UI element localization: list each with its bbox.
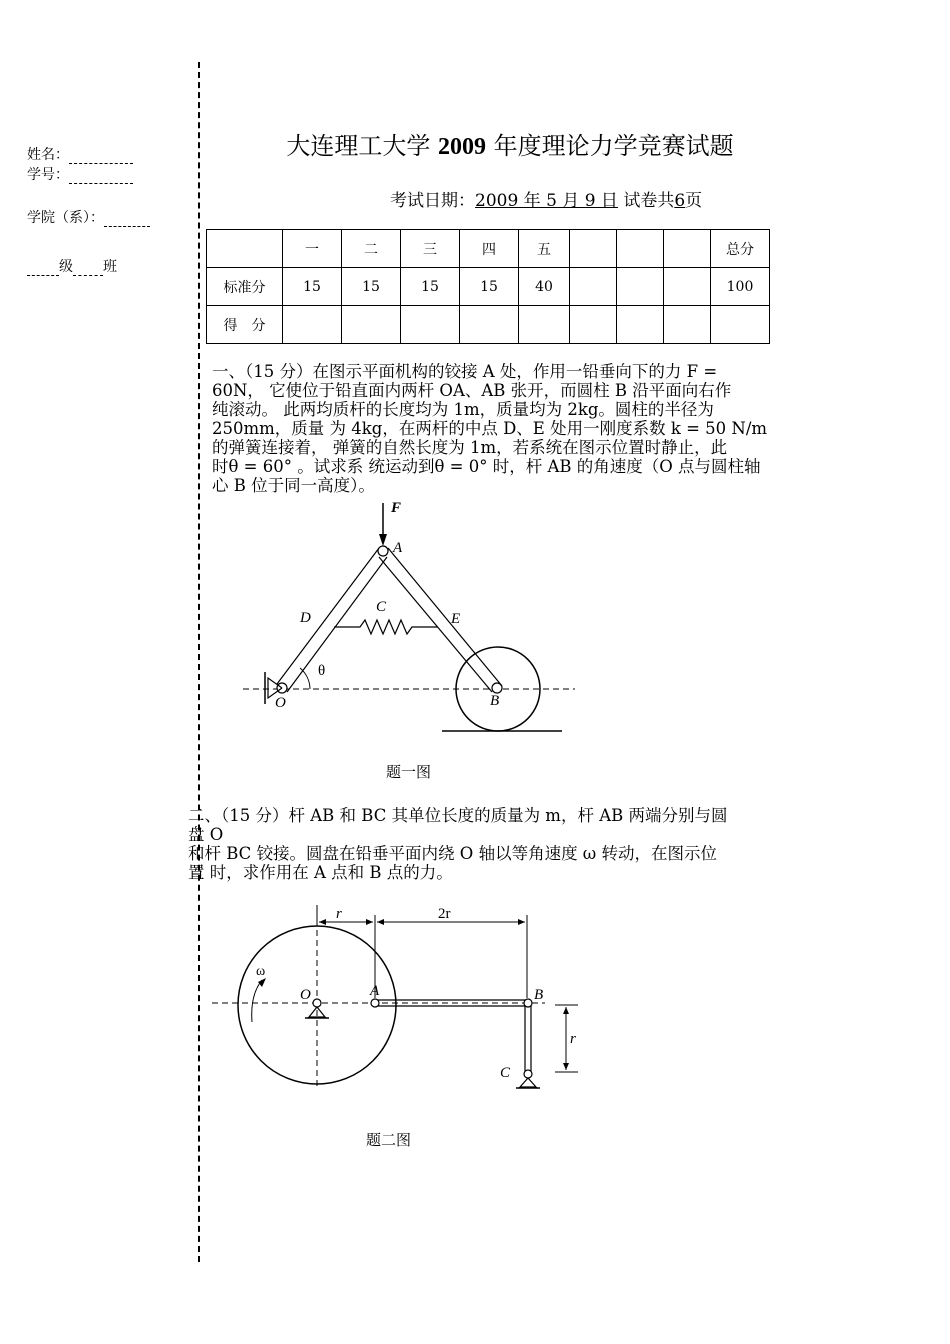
question-line: 置 时，求作用在 A 点和 B 点的力。 xyxy=(188,863,453,882)
label-F: F xyxy=(391,500,402,516)
cell: 一 xyxy=(283,230,342,268)
cell: 标准分 xyxy=(207,268,283,306)
label-C: C xyxy=(500,1065,511,1081)
student-id-label: 学号： xyxy=(27,167,69,183)
cell: 二 xyxy=(342,230,401,268)
grade-label: 级 xyxy=(59,259,73,275)
question-line: 盘 O xyxy=(188,825,224,844)
label-D: D xyxy=(300,610,311,626)
cell: 15 xyxy=(401,268,460,306)
question-line: 纯滚动。 此两均质杆的长度均为 1m，质量均为 2kg。圆柱的半径为 xyxy=(212,400,714,419)
label-A: A xyxy=(370,983,380,999)
figure-1-caption: 题一图 xyxy=(386,763,432,781)
date-value: 2009 年 5 月 9 日 xyxy=(475,191,618,211)
label-r-top: r xyxy=(336,906,342,922)
cell: 得 分 xyxy=(207,306,283,344)
label-A: A xyxy=(393,540,403,556)
cell: 15 xyxy=(283,268,342,306)
title-year: 2009 xyxy=(438,134,486,160)
pages-suffix: 页 xyxy=(685,191,703,211)
label-O: O xyxy=(300,987,311,1003)
cell: 100 xyxy=(711,268,770,306)
college-label: 学院（系）： xyxy=(27,210,104,226)
cell: 15 xyxy=(460,268,519,306)
question-line: 时θ = 60° 。试求系 统运动到θ = 0° 时，杆 AB 的角速度（O 点与圆柱轴 xyxy=(212,457,761,476)
title-university: 大连理工大学 xyxy=(286,132,431,160)
pages-label: 试卷共 xyxy=(623,191,675,211)
pages-count: 6 xyxy=(674,191,686,211)
question-line: 一、（15 分）在图示平面机构的铰接 A 处，作用一铅垂向下的力 F = xyxy=(212,362,718,381)
title-subject: 年度理论力学竞赛试题 xyxy=(493,132,734,160)
cell: 总分 xyxy=(711,230,770,268)
date-label: 考试日期： xyxy=(390,191,475,211)
cell: 三 xyxy=(401,230,460,268)
question-line: 和杆 BC 铰接。圆盘在铅垂平面内绕 O 轴以等角速度 ω 转动，在图示位 xyxy=(188,844,718,863)
question-line: 的弹簧连接着， 弹簧的自然长度为 1m，若系统在图示位置时静止，此 xyxy=(212,438,728,457)
question-line: 250mm，质量 为 4kg，在两杆的中点 D、E 处用一刚度系数 k = 50 N/m xyxy=(212,419,768,438)
question-line: 二、（15 分）杆 AB 和 BC 其单位长度的质量为 m，杆 AB 两端分别与圆 xyxy=(188,806,728,825)
label-B: B xyxy=(534,987,544,1003)
label-theta: θ xyxy=(318,663,326,679)
question-line: 60N， 它使位于铅直面内两杆 OA、AB 张开，而圆柱 B 沿平面向右作 xyxy=(212,381,732,400)
label-omega: ω xyxy=(256,964,266,979)
cell: 15 xyxy=(342,268,401,306)
label-2r: 2r xyxy=(438,906,451,922)
class-label: 班 xyxy=(103,259,117,275)
name-label: 姓名： xyxy=(27,147,69,163)
cell: 40 xyxy=(519,268,570,306)
label-r-side: r xyxy=(570,1031,576,1047)
cell: 五 xyxy=(519,230,570,268)
cell: 四 xyxy=(460,230,519,268)
label-C: C xyxy=(376,599,387,615)
label-B: B xyxy=(490,693,500,709)
label-E: E xyxy=(451,611,461,627)
question-line: 心 B 位于同一高度）。 xyxy=(212,476,375,495)
figure-2-caption: 题二图 xyxy=(366,1131,412,1149)
label-O: O xyxy=(275,695,286,711)
